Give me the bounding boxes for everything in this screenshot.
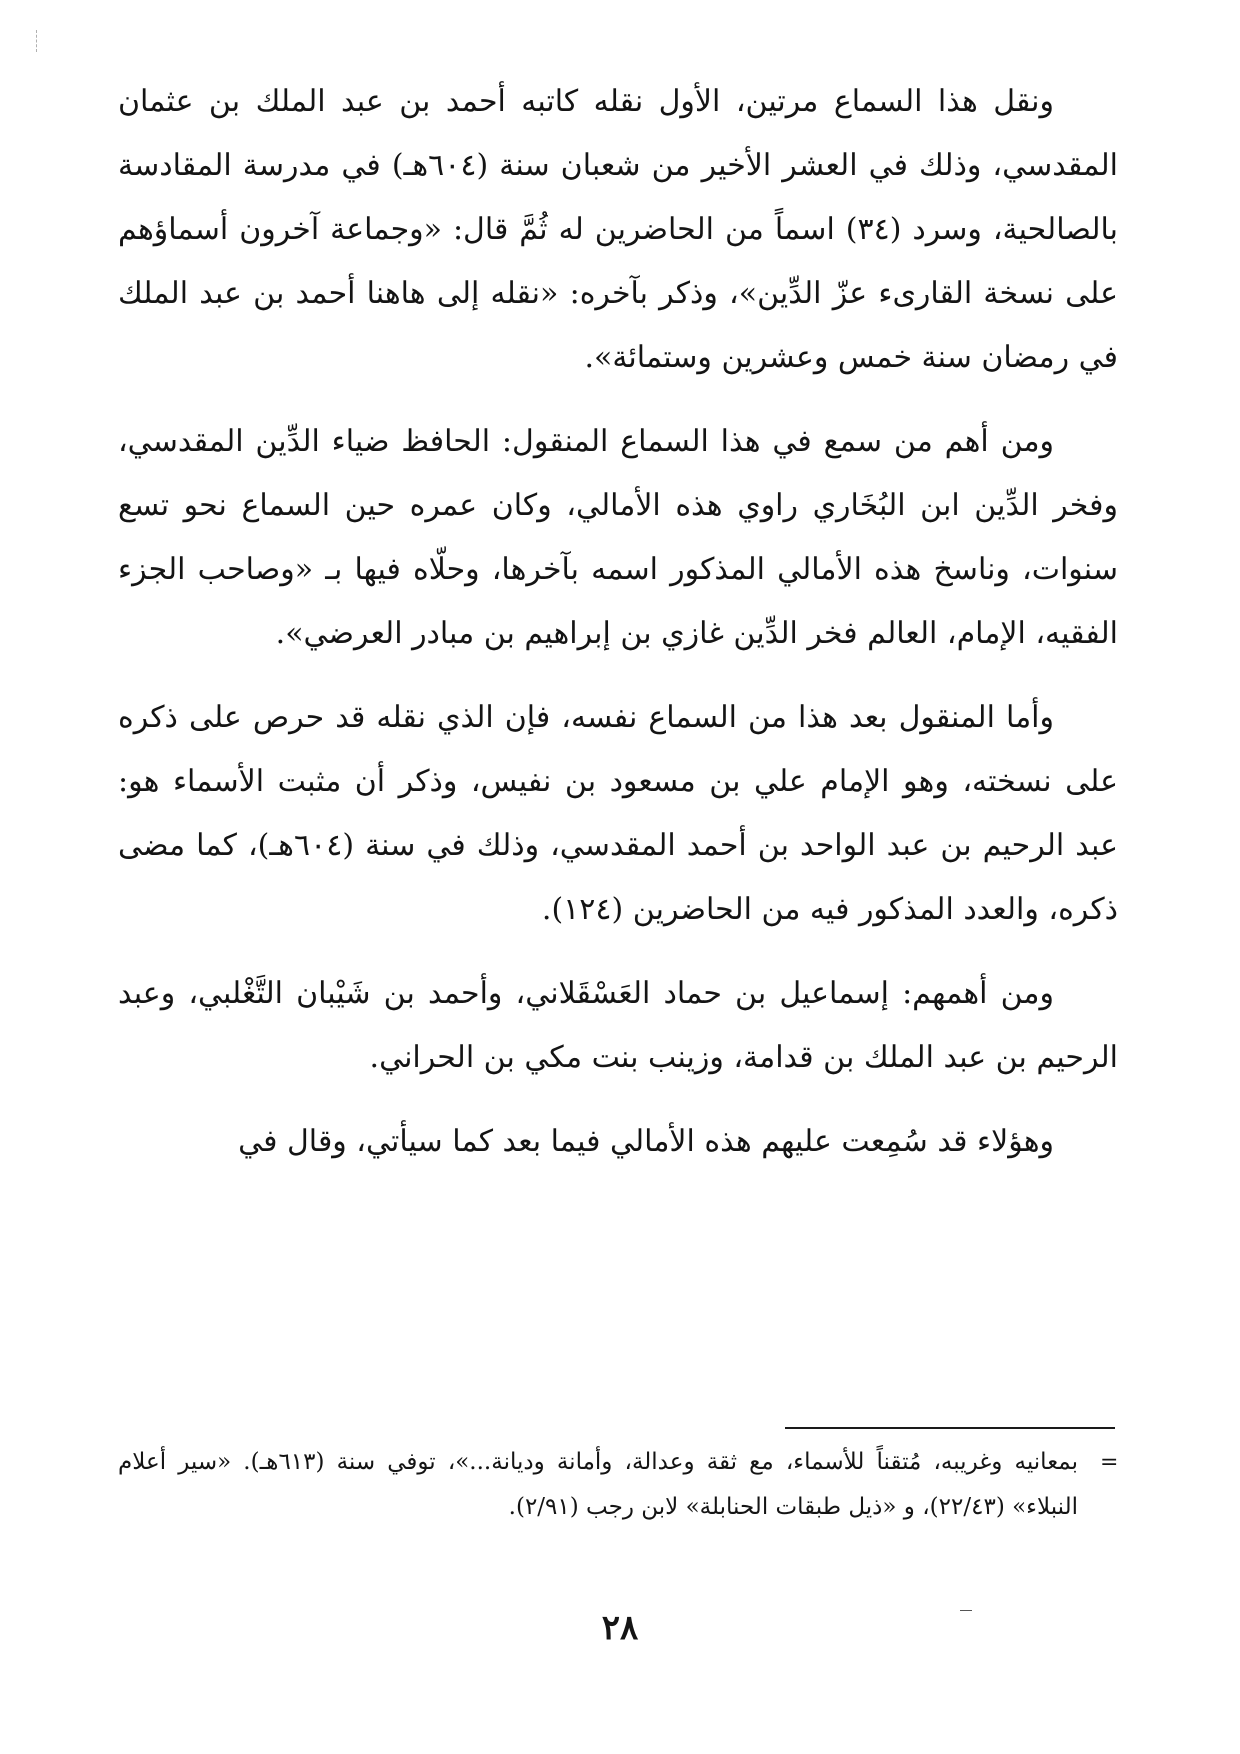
paragraph: ومن أهمهم: إسماعيل بن حماد العَسْقَلاني، وأحمد بن شَيْبان التَّغْلبي، وعبد الرحيم بن عبد الملك بن قدامة، وزينب بنت مكي بن الحراني. — [118, 976, 1118, 1075]
paragraph: ومن أهم من سمع في هذا السماع المنقول: الحافظ ضياء الدِّين المقدسي، وفخر الدِّين ابن البُخَاري راوي هذه الأمالي، وكان عمره حين السماع نحو تسع سنوات، وناسخ هذه الأمالي المذكور اسمه بآخرها، وحلّاه فيها بـ «وصاحب الجزء الفقيه، الإمام، العالم فخر الدِّين غازي بن إبراهيم بن مبادر العرضي». — [118, 424, 1118, 651]
footnote: بمعانيه وغريبه، مُتقناً للأسماء، مع ثقة وعدالة، وأمانة وديانة...»، توفي سنة (٦١٣هـ). «سير أعلام النبلاء» (٢٢/٤٣)، و «ذيل طبقات الحنابلة» لابن رجب (٢/٩١). — [118, 1449, 1078, 1520]
main-text — [118, 70, 1118, 1194]
scan-edge-mark — [36, 30, 37, 52]
page-number: ٢٨ — [601, 1608, 639, 1648]
paragraph: وأما المنقول بعد هذا من السماع نفسه، فإن الذي نقله قد حرص على ذكره على نسخته، وهو الإمام علي بن مسعود بن نفيس، وذكر أن مثبت الأسماء هو: عبد الرحيم بن عبد الواحد بن أحمد المقدسي، وذلك في سنة (٦٠٤هـ)، كما مضى ذكره، والعدد المذكور فيه من الحاضرين (١٢٤). — [118, 700, 1118, 927]
paragraph: وهؤلاء قد سُمِعت عليهم هذه الأمالي فيما بعد كما سيأتي، وقال في — [238, 1124, 1054, 1159]
footnote-continuation-marker: = — [1100, 1450, 1119, 1475]
paragraph: ونقل هذا السماع مرتين، الأول نقله كاتبه أحمد بن عبد الملك بن عثمان المقدسي، وذلك في العشر الأخير من شعبان سنة (٦٠٤هـ) في مدرسة المقادسة بالصالحية، وسرد (٣٤) اسماً من الحاضرين له ثُمَّ قال: «وجماعة آخرون أسماؤهم على نسخة القارىء عزّ الدِّين»، وذكر بآخره: «نقله إلى هاهنا أحمد بن عبد الملك في رمضان سنة خمس وعشرين وستمائة». — [118, 84, 1118, 375]
footnote-separator — [785, 1427, 1115, 1429]
